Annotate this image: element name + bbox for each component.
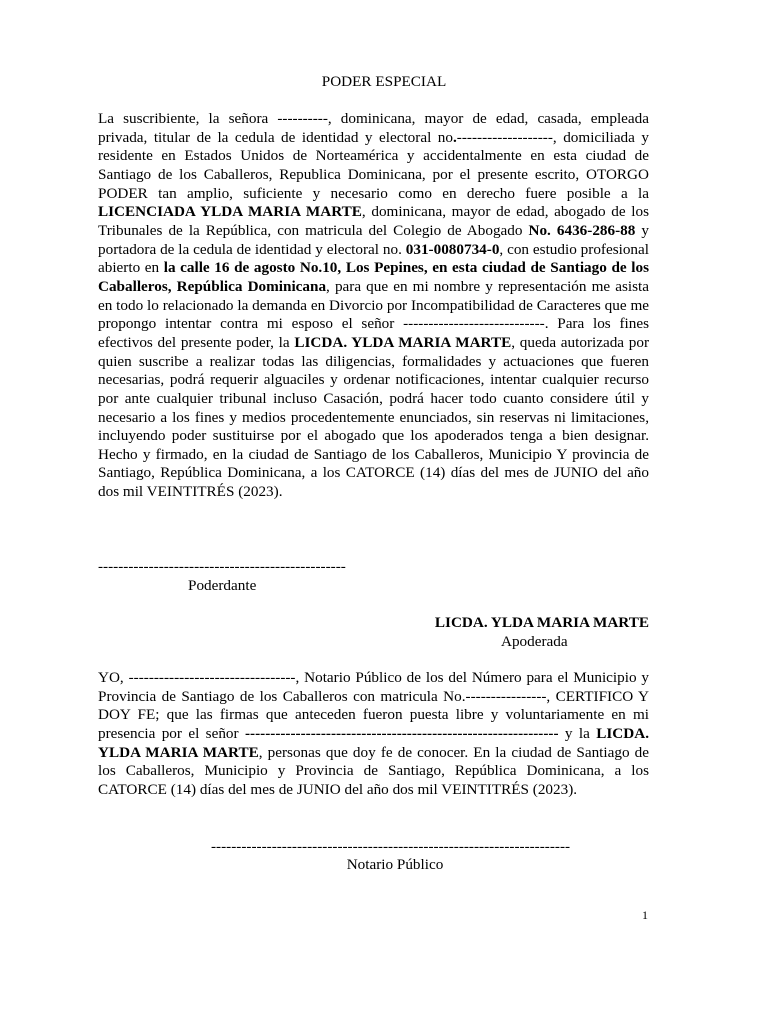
bold-run: --------------------------------------------------------------	[244, 724, 559, 742]
power-of-attorney-paragraph	[98, 110, 649, 502]
bar-registration-number: No. 6436-286-88	[528, 221, 636, 239]
text-run: La suscribiente, la señora ----------, dominicana, mayor de edad, casada, empleada privada, titular de la cedula de identidad y electoral no	[98, 110, 649, 146]
notary-label: Notario Público	[346, 856, 444, 873]
attorney-name-short: LICDA. YLDA MARIA MARTE	[294, 333, 512, 351]
attorney-role-label: Apoderada	[501, 633, 568, 650]
text-run: , personas que doy fe de conocer. En la ciudad de Santiago de los Caballeros, Municipio y Provincia de Santiago, República Dominicana, a los CATORCE (14) días del mes de JUNIO del año dos mil VEINTITRÉS (2023).	[98, 743, 649, 798]
attorney-name-short: LICDA. YLDA MARIA MARTE	[98, 724, 649, 761]
text-run: , queda autorizada por quien suscribe a realizar todas las diligencias, formalidades y actuaciones que fueren necesarias, podrá requerir alguaciles y ordenar notificaciones, intentar cualquier recurso por ante cualquier tribunal incluso Casación, podrá hacer todo cuanto considere útil y necesario a los fines y medios procedentemente enunciados, sin reservas ni limitaciones, incluyendo poder sustituirse por el abogado que los apoderados tenga a bien designar. Hecho y firmado, en la ciudad de Santiago de los Caballeros, Municipio Y provincia de Santiago, República Dominicana, a los CATORCE (14) días del mes de JUNIO del año dos mil VEINTITRÉS (2023).	[98, 333, 650, 501]
text-run: , dominicana, mayor de edad, abogado de los Tribunales de la República, con matricula del Colegio de Abogado	[98, 203, 649, 239]
document-title: PODER ESPECIAL	[321, 73, 447, 90]
grantor-signature-line: -------------------------------------------------	[98, 558, 346, 575]
id-number: 031-0080734-0	[405, 240, 500, 258]
text-run: -------------------, domiciliada y residente en Estados Unidos de Norteamérica y accidentalmente en esta ciudad de Santiago de los Caballeros, Republica Dominicana, por el presente escrito, OTORGO PODER tan amplio, suficiente y necesario como en derecho fuere posible a la	[98, 128, 649, 202]
attorney-signature-name: LICDA. YLDA MARIA MARTE	[434, 614, 649, 631]
text-run: y portadora de la cedula de identidad y electoral no.	[98, 221, 649, 258]
text-run: y la	[558, 724, 597, 742]
bold-run: .	[453, 128, 457, 146]
text-run: YO, ---------------------------------, Notario Público de los del Número para el Municipio y Provincia de Santiago de los Caballeros con matricula No.----------------, CERTIFICO Y DOY FE; que las firmas que anteceden fueron puesta libre y voluntariamente en mi presencia por el señor	[98, 669, 649, 742]
grantor-label: Poderdante	[188, 577, 257, 594]
attorney-name: LICENCIADA YLDA MARIA MARTE	[98, 203, 362, 221]
page-number: 1	[642, 908, 648, 922]
text-run: , con estudio profesional abierto en	[98, 240, 649, 277]
notary-certification-paragraph	[98, 669, 649, 800]
text-run: , para que en mi nombre y representación me asista en todo lo relacionado la demanda en Divorcio por Incompatibilidad de Caracteres que me propongo intentar contra mi esposo el señor ----------------------------. Para los fines efectivos del presente poder, la	[98, 277, 649, 351]
notary-signature-line: -----------------------------------------------------------------------	[211, 838, 571, 855]
office-address: la calle 16 de agosto No.10, Los Pepines, en esta ciudad de Santiago de los Caballeros, República Dominicana	[98, 259, 649, 295]
